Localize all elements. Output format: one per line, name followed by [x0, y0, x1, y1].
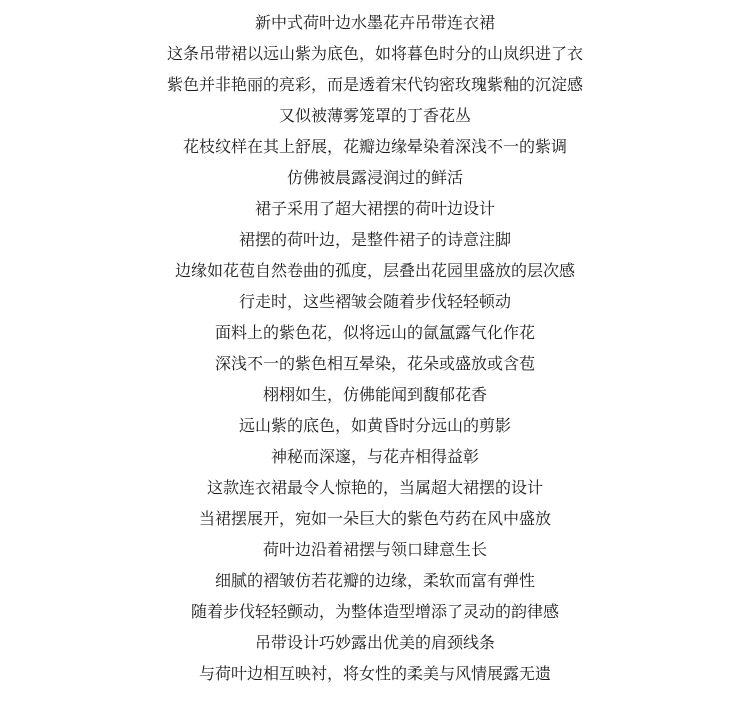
text-line: 紫色并非艳丽的亮彩，而是透着宋代钧密玫瑰紫釉的沉淀感 — [166, 75, 583, 94]
text-line: 边缘如花苞自然卷曲的孤度，层叠出花园里盛放的层次感 — [174, 261, 575, 280]
text-line: 面料上的紫色花，似将远山的氤氲露气化作花 — [214, 323, 535, 342]
text-line: 荷叶边沿着裙摆与领口肆意生长 — [262, 540, 487, 559]
text-line: 与荷叶边相互映衬，将女性的柔美与风情展露无遗 — [198, 664, 551, 683]
text-line: 裙摆的荷叶边，是整件裙子的诗意注脚 — [238, 230, 511, 249]
title-line: 新中式荷叶边水墨花卉吊带连衣裙 — [254, 13, 495, 32]
text-line: 深浅不一的紫色相互晕染，花朵或盛放或含苞 — [214, 354, 535, 373]
text-line: 仿佛被晨露浸润过的鲜活 — [286, 168, 463, 187]
text-line: 神秘而深邃，与花卉相得益彰 — [270, 447, 479, 466]
product-description — [0, 7, 750, 689]
text-line: 这款连衣裙最令人惊艳的，当属超大裙摆的设计 — [206, 478, 543, 497]
text-line: 细腻的褶皱仿若花瓣的边缘，柔软而富有弹性 — [214, 571, 535, 590]
text-line: 栩栩如生，仿佛能闻到馥郁花香 — [262, 385, 487, 404]
text-line: 裙子采用了超大裙摆的荷叶边设计 — [254, 199, 495, 218]
text-line: 行走时，这些褶皱会随着步伐轻轻顿动 — [238, 292, 511, 311]
text-line: 远山紫的底色，如黄昏时分远山的剪影 — [238, 416, 511, 435]
text-line: 当裙摆展开，宛如一朵巨大的紫色芍药在风中盛放 — [198, 509, 551, 528]
text-line: 这条吊带裙以远山紫为底色，如将暮色时分的山岚织进了衣 — [166, 44, 583, 63]
text-line: 随着步伐轻轻颤动，为整体造型增添了灵动的韵律感 — [190, 602, 559, 621]
text-line: 又似被薄雾笼罩的丁香花丛 — [278, 106, 471, 125]
text-line: 花枝纹样在其上舒展，花瓣边缘晕染着深浅不一的紫调 — [182, 137, 567, 156]
text-line: 吊带设计巧妙露出优美的肩颈线条 — [254, 633, 495, 652]
